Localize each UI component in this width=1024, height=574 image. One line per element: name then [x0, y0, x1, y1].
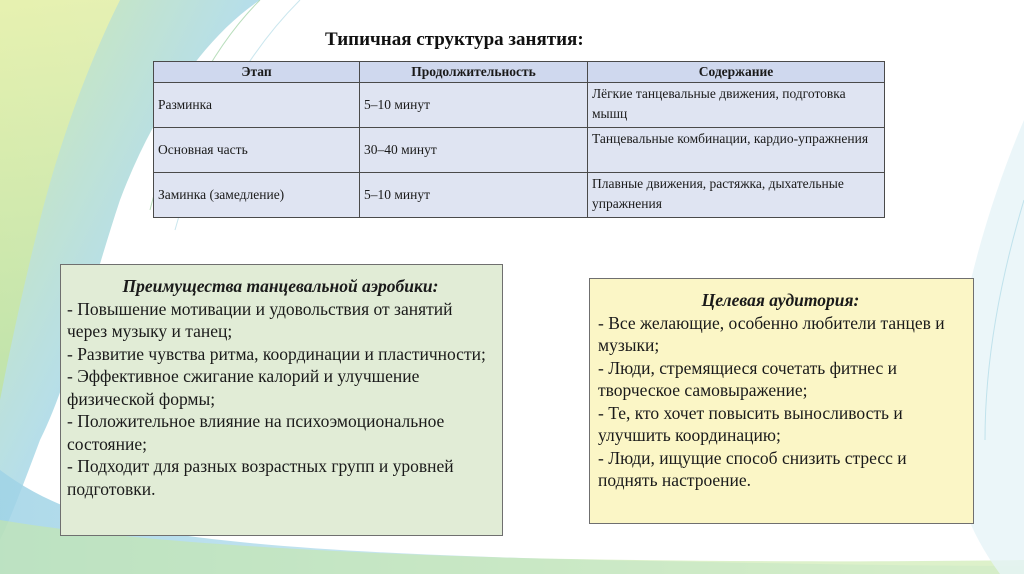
- list-item: - Подходит для разных возрастных групп и уровней подготовки.: [67, 456, 454, 499]
- cell-duration: 5–10 минут: [360, 83, 588, 128]
- header-content: Содержание: [588, 62, 885, 83]
- table-row: [154, 128, 885, 173]
- list-item: - Люди, стремящиеся сочетать фитнес и творческое самовыражение;: [598, 357, 898, 400]
- cell-content: Плавные движения, растяжка, дыхательные упражнения: [588, 173, 885, 218]
- table-row: [154, 83, 885, 128]
- list-item: - Развитие чувства ритма, координации и пластичности;: [67, 343, 486, 364]
- header-duration: Продолжительность: [360, 62, 588, 83]
- table-row: [154, 173, 885, 218]
- list-item: - Люди, ищущие способ снизить стресс и поднять настроение.: [598, 447, 907, 490]
- cell-content: Лёгкие танцевальные движения, подготовка мышц: [588, 83, 885, 128]
- table-header-row: [154, 62, 885, 83]
- advantages-title: Преимущества танцевальной аэробики:: [122, 276, 439, 296]
- advantages-box: [60, 264, 503, 536]
- lesson-structure-table: [153, 61, 885, 218]
- cell-stage: Разминка: [154, 83, 360, 128]
- cell-stage: Основная часть: [154, 128, 360, 173]
- cell-stage: Заминка (замедление): [154, 173, 360, 218]
- audience-title: Целевая аудитория:: [701, 290, 860, 310]
- list-item: - Повышение мотивации и удовольствия от занятий через музыку и танец;: [67, 298, 453, 341]
- list-item: - Все желающие, особенно любители танцев и музыки;: [598, 312, 945, 355]
- cell-content: Танцевальные комбинации, кардио-упражнения: [588, 128, 885, 173]
- audience-box: [589, 278, 974, 524]
- cell-duration: 30–40 минут: [360, 128, 588, 173]
- list-item: - Положительное влияние на психоэмоциональное состояние;: [67, 411, 445, 454]
- list-item: - Те, кто хочет повысить выносливость и улучшить координацию;: [598, 402, 903, 445]
- header-stage: Этап: [154, 62, 360, 83]
- page-title: Типичная структура занятия:: [325, 29, 584, 50]
- list-item: - Эффективное сжигание калорий и улучшение физической формы;: [67, 366, 420, 409]
- cell-duration: 5–10 минут: [360, 173, 588, 218]
